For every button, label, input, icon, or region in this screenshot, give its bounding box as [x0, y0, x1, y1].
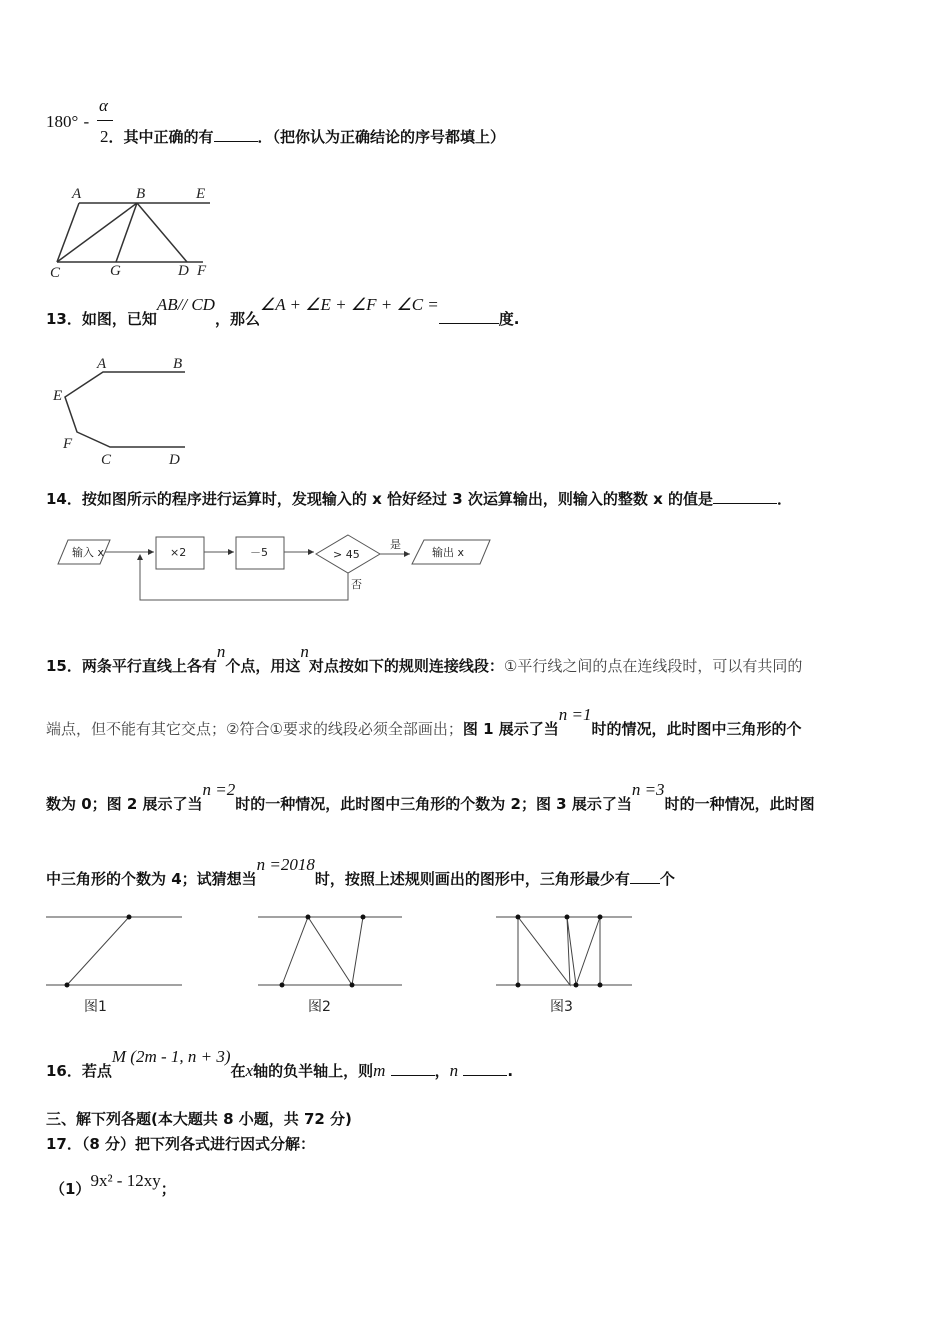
q15-line-4: [46, 855, 675, 889]
var-x: x: [245, 1061, 254, 1080]
n-equals-2: n =2: [202, 780, 236, 799]
q14-text: 14．按如图所示的程序进行运算时，发现输入的 x 恰好经过 3 次运算输出，则输入的整数 x 的值是: [46, 490, 713, 508]
label-A: A: [97, 356, 107, 372]
alpha: α: [99, 96, 108, 115]
label-D: D: [169, 452, 180, 468]
answer-blank[interactable]: [439, 309, 499, 324]
label-E: E: [196, 186, 206, 202]
figures-q15: [40, 905, 640, 1020]
q12-end: ．（把你认为正确结论的序号都填上）: [257, 128, 506, 146]
n-equals-3: n =3: [631, 780, 665, 799]
n-equals-1: n =1: [558, 705, 592, 724]
answer-blank[interactable]: [630, 869, 660, 884]
text: 对点按如下的规则连接线段：: [308, 657, 504, 675]
label-G: G: [110, 263, 121, 279]
text: 个点，用这: [225, 657, 301, 675]
var-n: n: [449, 1061, 459, 1080]
flow-condition-label: > 45: [333, 548, 360, 561]
expr-180: 180°: [46, 112, 79, 131]
q13-end: 度.: [498, 310, 520, 328]
text: 端点，但不能有其它交点；②符合①要求的线段必须全部画出；: [46, 720, 463, 738]
text: 时，按照上述规则画出的图形中，三角形最少有: [314, 870, 630, 888]
caption-fig3: 图3: [550, 999, 573, 1015]
fraction-denominator: 2: [100, 127, 109, 146]
q17-text: 17．（8 分）把下列各式进行因式分解：: [46, 1135, 316, 1153]
label-F: F: [197, 263, 207, 279]
q15-line-1: [46, 642, 803, 676]
q15-line-2: [46, 705, 802, 739]
var-m: m: [373, 1061, 386, 1080]
text: ，: [434, 1062, 450, 1080]
q12-text: ．其中正确的有: [108, 128, 214, 146]
answer-blank[interactable]: [214, 127, 258, 142]
flow-output-label: 输出 x: [432, 546, 465, 559]
figure-q13: [45, 350, 195, 470]
q13-line: [46, 295, 520, 329]
var-n: n: [216, 642, 226, 661]
fraction-bar: [97, 120, 113, 121]
part-label: （1）: [50, 1180, 91, 1198]
text: 时的一种情况，此时图中三角形的个数为 2；图 3 展示了当: [235, 795, 632, 813]
text: 在: [230, 1062, 246, 1080]
text: 中三角形的个数为 4；试猜想当: [46, 870, 257, 888]
flow-yes-label: 是: [390, 538, 401, 551]
caption-fig2: 图2: [308, 999, 331, 1015]
flow-input-label: 输入 x: [72, 546, 105, 559]
q15-line-3: [46, 780, 815, 814]
flowchart: [50, 530, 500, 610]
text: ①平行线之间的点在连线段时，可以有共同的: [503, 657, 803, 675]
label-D: D: [178, 263, 189, 279]
q17-part1: [50, 1171, 176, 1199]
var-n: n: [300, 642, 309, 661]
answer-blank-m[interactable]: [391, 1061, 435, 1076]
section-title: 三、解下列各题(本大题共 8 小题，共 72 分): [46, 1110, 352, 1128]
q13-mid: ，那么: [214, 310, 260, 328]
q14-line: [46, 488, 792, 509]
q16-line: [46, 1047, 514, 1081]
label-A: A: [72, 186, 82, 202]
q12-expression: [46, 112, 89, 132]
label-C: C: [101, 452, 112, 468]
text: .: [507, 1062, 514, 1080]
part1-expression: 9x² - 12xy: [90, 1171, 161, 1190]
n-equals-2018: n =2018: [256, 855, 315, 874]
caption-fig1: 图1: [84, 999, 107, 1015]
answer-blank-n[interactable]: [463, 1061, 507, 1076]
q13-number: 13．如图，已知: [46, 310, 157, 328]
text: 图 1 展示了当: [462, 720, 559, 738]
flow-multiply-label: ×2: [170, 546, 187, 559]
answer-blank[interactable]: [713, 489, 777, 504]
label-B: B: [136, 186, 146, 202]
text: 时的一种情况，此时图: [664, 795, 815, 813]
figure-q12: [40, 180, 230, 280]
text: 15．两条平行直线上各有: [46, 657, 217, 675]
text: 数为 0；图 2 展示了当: [46, 795, 203, 813]
flow-subtract-label: －5: [250, 546, 268, 559]
label-F: F: [63, 436, 73, 452]
text: ；: [160, 1180, 176, 1198]
text: 时的情况，此时图中三角形的个: [591, 720, 802, 738]
q16-number: 16．若点: [46, 1062, 112, 1080]
q14-end: ．: [777, 490, 793, 508]
q12-line: [100, 126, 505, 147]
q13-expression: ∠A + ∠E + ∠F + ∠C =: [259, 295, 439, 314]
flow-no-label: 否: [351, 578, 362, 591]
label-E: E: [53, 388, 63, 404]
text: 个: [659, 870, 675, 888]
text: 轴的负半轴上，则: [253, 1062, 374, 1080]
label-C: C: [50, 265, 61, 280]
label-B: B: [173, 356, 183, 372]
point-M: M (2m - 1, n + 3): [111, 1047, 231, 1066]
expr-minus: -: [83, 112, 90, 131]
fraction-numerator: [99, 96, 108, 116]
q13-condition: AB// CD: [156, 295, 215, 314]
